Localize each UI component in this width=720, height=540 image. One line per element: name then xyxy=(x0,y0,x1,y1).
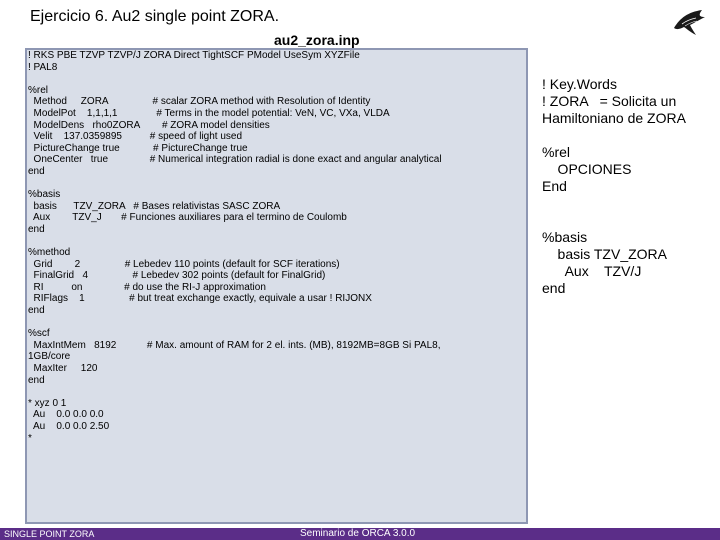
code-line: Au 0.0 0.0 2.50 xyxy=(28,421,110,432)
code-line: * xyz 0 1 xyxy=(28,397,67,409)
code-line: ! RKS PBE TZVP TZVP/J ZORA Direct TightSCF PModel UseSym XYZFile xyxy=(28,50,360,61)
note-line: %basis xyxy=(542,229,588,245)
code-line: * xyxy=(28,432,32,444)
code-line: ModelPot 1,1,1,1 # Terms in the model potential: VeN, VC, VXa, VLDA xyxy=(28,107,390,119)
code-line: PictureChange true # PictureChange true xyxy=(28,142,248,154)
code-line: basis TZV_ZORA # Bases relativistas SASC ZORA xyxy=(28,200,281,212)
code-line: FinalGrid 4 # Lebedev 302 points (default for FinalGrid) xyxy=(28,270,326,282)
keyword-notes xyxy=(542,76,717,297)
code-line: %method xyxy=(28,247,71,259)
note-line: end xyxy=(542,280,566,296)
note-line: ! ZORA = Solicita un xyxy=(542,93,677,109)
code-line: MaxIter 120 xyxy=(28,363,98,375)
code-line: OneCenter true # Numerical integration radial is done exact and angular analytical xyxy=(28,154,442,166)
code-line: Velit 137.0359895 # speed of light used xyxy=(28,131,243,143)
code-line: %scf xyxy=(28,328,50,340)
code-line: Au 0.0 0.0 0.0 xyxy=(28,409,104,421)
mantaray-icon xyxy=(672,8,708,36)
note-line xyxy=(542,195,717,212)
code-line: %basis xyxy=(28,189,61,201)
code-line: %rel xyxy=(28,84,49,96)
note-line: End xyxy=(542,178,567,194)
code-line: end xyxy=(28,165,45,177)
code-line: 1GB/core xyxy=(28,351,71,363)
code-line: RI on # do use the RI-J approximation xyxy=(28,281,266,293)
note-line xyxy=(542,127,717,144)
code-line: Aux TZV_J # Funciones auxiliares para el termino de Coulomb xyxy=(28,212,347,224)
code-line: ! PAL8 xyxy=(28,61,58,73)
code-line: MaxIntMem 8192 # Max. amount of RAM for 2 el. ints. (MB), 8192MB=8GB Si PAL8, xyxy=(28,339,441,351)
code-line: ModelDens rho0ZORA # ZORA model densities xyxy=(28,119,270,131)
code-line: end xyxy=(28,374,45,386)
code-line: RIFlags 1 # but treat exchange exactly, equivale a usar ! RIJONX xyxy=(28,293,372,305)
input-file-code xyxy=(28,50,442,444)
code-line: Method ZORA # scalar ZORA method with Resolution of Identity xyxy=(28,96,371,108)
code-line: end xyxy=(28,223,45,235)
note-line xyxy=(542,212,717,229)
note-line: Aux TZV/J xyxy=(542,263,642,279)
code-line: Grid 2 # Lebedev 110 points (default for SCF iterations) xyxy=(28,258,340,270)
note-line: OPCIONES xyxy=(542,161,632,177)
footer-center-text: Seminario de ORCA 3.0.0 xyxy=(300,528,416,539)
input-file-name: au2_zora.inp xyxy=(274,32,360,48)
note-line: %rel xyxy=(542,144,571,160)
code-line: end xyxy=(28,305,45,317)
note-line: ! Key.Words xyxy=(542,76,617,92)
note-line: basis TZV_ZORA xyxy=(542,246,667,262)
slide-title: Ejercicio 6. Au2 single point ZORA. xyxy=(30,8,280,25)
note-line: Hamiltoniano de ZORA xyxy=(542,110,686,126)
input-file-panel xyxy=(25,48,528,524)
footer-left-text: SINGLE POINT ZORA xyxy=(4,529,95,539)
